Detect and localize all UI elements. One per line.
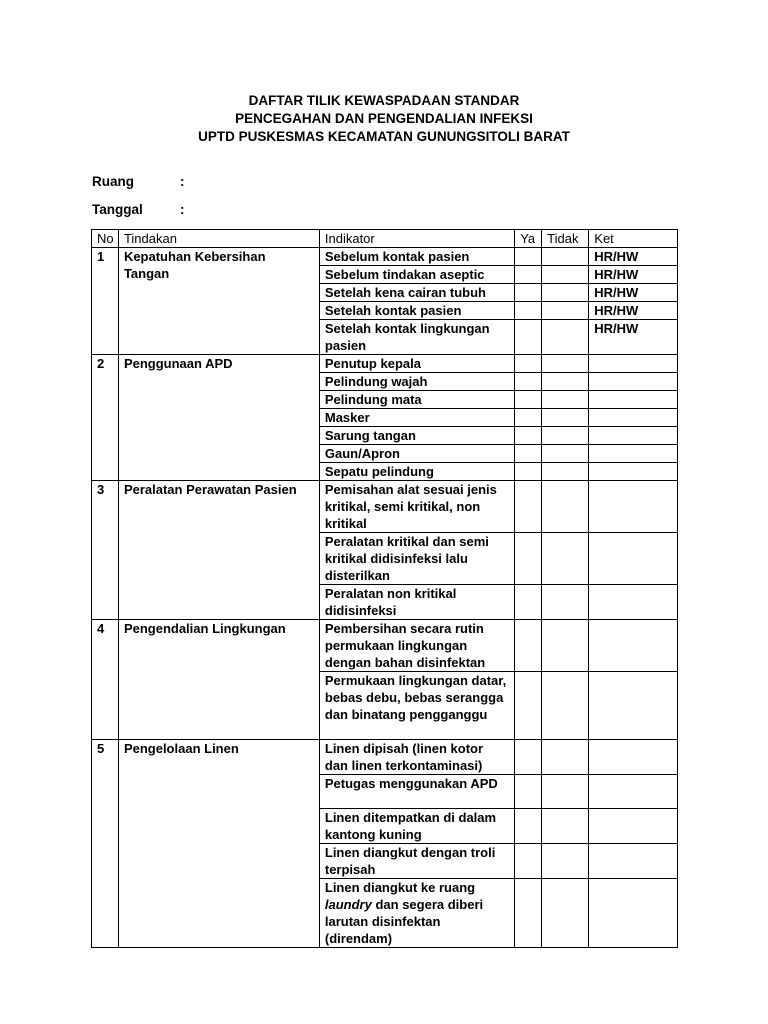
ya-checkbox-cell[interactable]	[515, 809, 542, 844]
table-row	[92, 481, 678, 533]
title-line-1: DAFTAR TILIK KEWASPADAAN STANDAR	[248, 93, 520, 108]
indicator-cell: Sarung tangan	[319, 427, 514, 445]
row-tindakan-cell: Penggunaan APD	[118, 355, 319, 481]
ket-cell: HR/HW	[589, 284, 678, 302]
indicator-italic-text: laundry	[324, 897, 372, 912]
tidak-checkbox-cell[interactable]	[542, 481, 589, 533]
ya-checkbox-cell[interactable]	[515, 284, 542, 302]
ya-checkbox-cell[interactable]	[515, 879, 542, 948]
tidak-checkbox-cell[interactable]	[542, 373, 589, 391]
tidak-checkbox-cell[interactable]	[542, 266, 589, 284]
ya-checkbox-cell[interactable]	[515, 373, 542, 391]
header-ya: Ya	[515, 230, 542, 248]
tidak-checkbox-cell[interactable]	[542, 391, 589, 409]
table-row	[92, 248, 678, 266]
ruang-field	[92, 174, 185, 189]
indicator-cell: Setelah kontak lingkungan pasien	[319, 320, 514, 355]
tidak-checkbox-cell[interactable]	[542, 427, 589, 445]
tidak-checkbox-cell[interactable]	[542, 775, 589, 809]
indicator-cell: Pemisahan alat sesuai jenis kritikal, semi kritikal, non kritikal	[319, 481, 514, 533]
ya-checkbox-cell[interactable]	[515, 409, 542, 427]
ya-checkbox-cell[interactable]	[515, 844, 542, 879]
ya-checkbox-cell[interactable]	[515, 427, 542, 445]
row-tindakan-cell: Peralatan Perawatan Pasien	[118, 481, 319, 620]
row-tindakan-cell: Kepatuhan Kebersihan Tangan	[118, 248, 319, 355]
indicator-cell: Linen ditempatkan di dalam kantong kuning	[319, 809, 514, 844]
tidak-checkbox-cell[interactable]	[542, 302, 589, 320]
header-tidak: Tidak	[542, 230, 589, 248]
ya-checkbox-cell[interactable]	[515, 266, 542, 284]
indicator-cell: Sebelum kontak pasien	[319, 248, 514, 266]
tidak-checkbox-cell[interactable]	[542, 809, 589, 844]
ket-cell	[589, 481, 678, 533]
indicator-cell: Permukaan lingkungan datar, bebas debu, bebas serangga dan binatang pengganggu	[319, 672, 514, 740]
ya-checkbox-cell[interactable]	[515, 481, 542, 533]
ya-checkbox-cell[interactable]	[515, 672, 542, 740]
ket-cell	[589, 672, 678, 740]
ya-checkbox-cell[interactable]	[515, 320, 542, 355]
ya-checkbox-cell[interactable]	[515, 391, 542, 409]
tidak-checkbox-cell[interactable]	[542, 248, 589, 266]
checklist-table-body	[92, 230, 678, 948]
indicator-cell: Pembersihan secara rutin permukaan lingkungan dengan bahan disinfektan	[319, 620, 514, 672]
title-line-3: UPTD PUSKESMAS KECAMATAN GUNUNGSITOLI BARAT	[198, 129, 570, 144]
tanggal-field	[92, 202, 185, 217]
ket-cell	[589, 879, 678, 948]
indicator-cell: Setelah kena cairan tubuh	[319, 284, 514, 302]
indicator-cell: Sebelum tindakan aseptic	[319, 266, 514, 284]
ket-cell	[589, 844, 678, 879]
ya-checkbox-cell[interactable]	[515, 620, 542, 672]
table-row	[92, 620, 678, 672]
tidak-checkbox-cell[interactable]	[542, 284, 589, 302]
ket-cell	[589, 445, 678, 463]
ket-cell	[589, 391, 678, 409]
table-row	[92, 740, 678, 775]
ket-cell	[589, 533, 678, 585]
indicator-cell: Linen dipisah (linen kotor dan linen terkontaminasi)	[319, 740, 514, 775]
tidak-checkbox-cell[interactable]	[542, 672, 589, 740]
indicator-cell: Penutup kepala	[319, 355, 514, 373]
indicator-text: Linen diangkut ke ruang	[324, 880, 476, 895]
header-indikator: Indikator	[319, 230, 514, 248]
row-no-cell: 2	[92, 355, 119, 481]
ya-checkbox-cell[interactable]	[515, 445, 542, 463]
row-no-cell: 5	[92, 740, 119, 948]
ket-cell: HR/HW	[589, 266, 678, 284]
tidak-checkbox-cell[interactable]	[542, 620, 589, 672]
ket-cell	[589, 620, 678, 672]
indicator-cell: Gaun/Apron	[319, 445, 514, 463]
indicator-cell: Pelindung wajah	[319, 373, 514, 391]
tidak-checkbox-cell[interactable]	[542, 844, 589, 879]
ket-cell	[589, 585, 678, 620]
ya-checkbox-cell[interactable]	[515, 302, 542, 320]
indicator-cell	[319, 879, 514, 948]
header-no: No	[92, 230, 119, 248]
ket-cell	[589, 740, 678, 775]
ket-cell: HR/HW	[589, 320, 678, 355]
tanggal-colon: :	[180, 202, 185, 217]
ket-cell	[589, 355, 678, 373]
tidak-checkbox-cell[interactable]	[542, 740, 589, 775]
tidak-checkbox-cell[interactable]	[542, 585, 589, 620]
document-title	[0, 92, 768, 146]
ya-checkbox-cell[interactable]	[515, 463, 542, 481]
tidak-checkbox-cell[interactable]	[542, 355, 589, 373]
indicator-cell: Setelah kontak pasien	[319, 302, 514, 320]
ya-checkbox-cell[interactable]	[515, 775, 542, 809]
row-tindakan-cell: Pengelolaan Linen	[118, 740, 319, 948]
ket-cell	[589, 809, 678, 844]
row-no-cell: 4	[92, 620, 119, 740]
table-row	[92, 355, 678, 373]
indicator-cell: Peralatan kritikal dan semi kritikal didisinfeksi lalu disterilkan	[319, 533, 514, 585]
row-no-cell: 1	[92, 248, 119, 355]
ya-checkbox-cell[interactable]	[515, 248, 542, 266]
header-ket: Ket	[589, 230, 678, 248]
title-line-2: PENCEGAHAN DAN PENGENDALIAN INFEKSI	[235, 111, 533, 126]
ket-cell	[589, 775, 678, 809]
ya-checkbox-cell[interactable]	[515, 740, 542, 775]
indicator-cell: Peralatan non kritikal didisinfeksi	[319, 585, 514, 620]
ya-checkbox-cell[interactable]	[515, 533, 542, 585]
tidak-checkbox-cell[interactable]	[542, 445, 589, 463]
tidak-checkbox-cell[interactable]	[542, 533, 589, 585]
ket-cell	[589, 463, 678, 481]
checklist-table	[91, 229, 678, 948]
ket-cell	[589, 373, 678, 391]
ket-cell: HR/HW	[589, 302, 678, 320]
tanggal-label: Tanggal	[92, 202, 143, 217]
ruang-colon: :	[180, 174, 185, 189]
indicator-cell: Linen diangkut dengan troli terpisah	[319, 844, 514, 879]
tidak-checkbox-cell[interactable]	[542, 463, 589, 481]
tidak-checkbox-cell[interactable]	[542, 879, 589, 948]
row-tindakan-cell: Pengendalian Lingkungan	[118, 620, 319, 740]
row-no-cell: 3	[92, 481, 119, 620]
ya-checkbox-cell[interactable]	[515, 585, 542, 620]
indicator-text-after: dan segera diberi larutan disinfektan (direndam)	[324, 897, 484, 946]
ket-cell	[589, 409, 678, 427]
tidak-checkbox-cell[interactable]	[542, 320, 589, 355]
table-header-row	[92, 230, 678, 248]
header-tindakan: Tindakan	[118, 230, 319, 248]
indicator-cell: Sepatu pelindung	[319, 463, 514, 481]
tidak-checkbox-cell[interactable]	[542, 409, 589, 427]
ruang-label: Ruang	[92, 174, 134, 189]
indicator-cell: Petugas menggunakan APD	[319, 775, 514, 809]
ya-checkbox-cell[interactable]	[515, 355, 542, 373]
ket-cell: HR/HW	[589, 248, 678, 266]
ket-cell	[589, 427, 678, 445]
indicator-cell: Masker	[319, 409, 514, 427]
indicator-cell: Pelindung mata	[319, 391, 514, 409]
